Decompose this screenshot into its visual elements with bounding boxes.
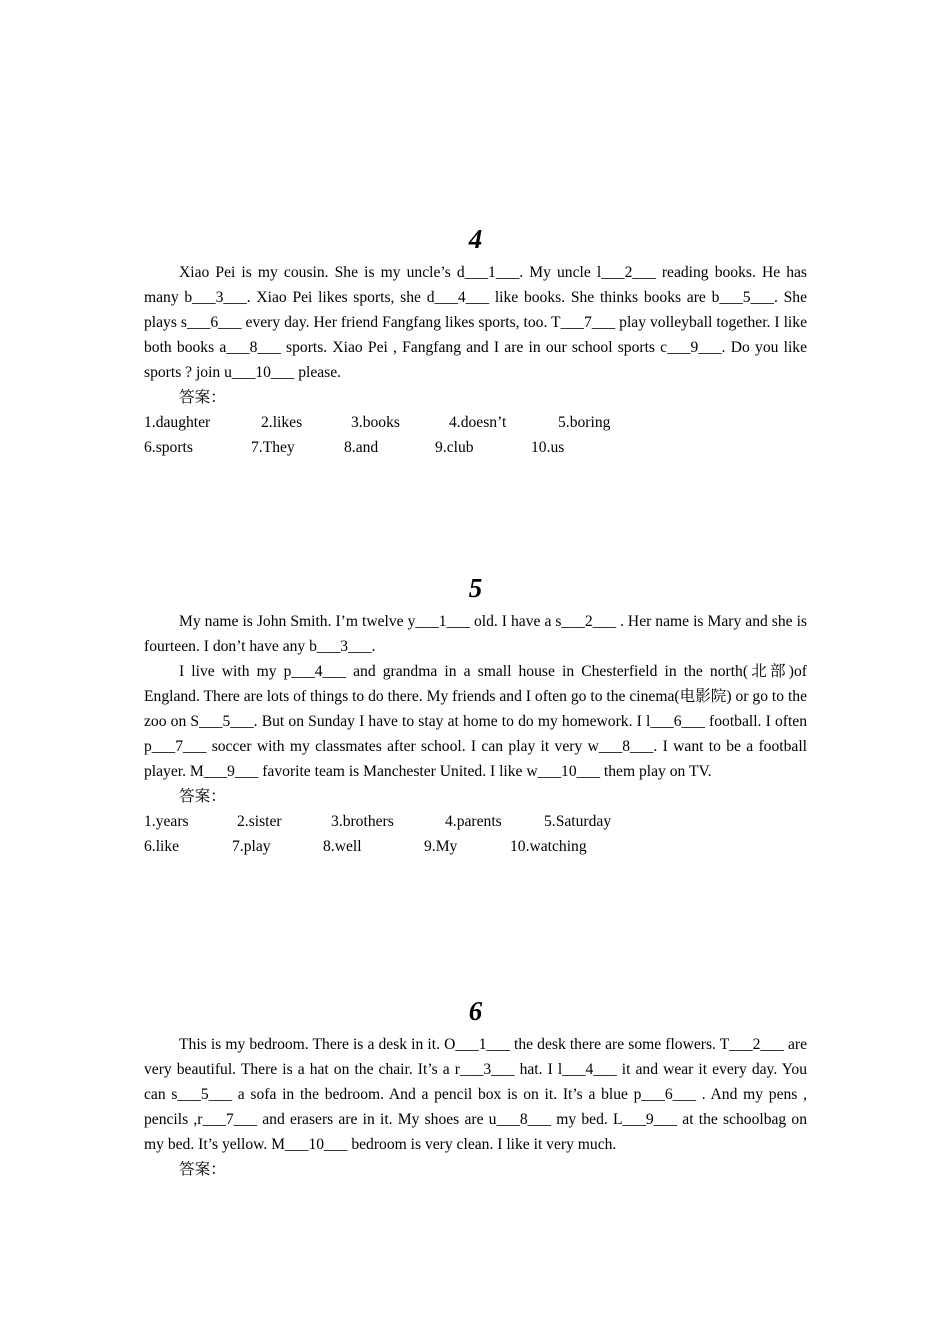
section-number: 6 [468,996,483,1026]
section-number: 5 [468,573,483,603]
passage-section-5 [144,571,807,859]
passage-paragraph: I live with my p___4___ and grandma in a small house in Chesterfield in the north(北部)of England. There are lots of things to do there. My friends and I often go to the cinema(电影院) or go to the zoo on S___5___. But on Sunday I have to stay at home to do my homework. I l___6___ football. I often p___7___ soccer with my classmates after school. I can play it very w___8___. I want to be a football player. M___9___ favorite team is Manchester United. I like w___10___ them play on TV. [144,663,807,780]
answer-item: 10.watching [510,838,587,855]
answer-label: 答案： [179,1161,226,1178]
answer-item: 5.Saturday [544,813,612,830]
section-number: 4 [468,224,483,254]
answer-item: 3.brothers [331,813,394,830]
answer-item: 5.boring [558,414,611,431]
answer-item: 2.sister [237,813,282,830]
answer-item: 8.and [344,439,379,456]
answer-item: 10.us [531,439,565,456]
answer-item: 9.My [424,838,458,855]
answer-label: 答案： [179,788,226,805]
passage-paragraph: Xiao Pei is my cousin. She is my uncle’s d___1___. My uncle l___2___ reading books. He has many b___3___. Xiao Pei likes sports, she d___4___ like books. She thinks books are b___5___. She plays s___6___ every day. Her friend Fangfang likes sports, too. T___7___ play volleyball together. I like both books a___8___ sports. Xiao Pei , Fangfang and I are in our school sports c___9___. Do you like sports ? join u___10___ please. [144,264,807,381]
passage-section-6 [144,994,807,1182]
answer-item: 9.club [435,439,474,456]
answer-item: 4.doesn’t [449,414,507,431]
answer-item: 8.well [323,838,362,855]
answer-item: 4.parents [445,813,502,830]
answer-row [144,435,807,460]
answer-label: 答案： [179,389,226,406]
answer-item: 2.likes [261,414,303,431]
answer-item: 1.years [144,813,189,830]
answer-item: 7.They [251,439,295,456]
answer-item: 3.books [351,414,400,431]
answer-row [144,410,807,435]
answer-row [144,834,807,859]
answer-item: 7.play [232,838,271,855]
answer-item: 1.daughter [144,414,211,431]
passage-section-4 [144,222,807,460]
passage-paragraph: This is my bedroom. There is a desk in it. O___1___ the desk there are some flowers. T___2___ are very beautiful. There is a hat on the chair. It’s a r___3___ hat. I l___4___ it and wear it every day. You can s___5___ a sofa in the bedroom. And a pencil box is on it. It’s a blue p___6___ . And my pens , pencils ,r___7___ and erasers are in it. My shoes are u___8___ my bed. L___9___ at the schoolbag on my bed. It’s yellow. M___10___ bedroom is very clean. I like it very much. [144,1036,807,1153]
passage-paragraph: My name is John Smith. I’m twelve y___1___ old. I have a s___2___ . Her name is Mary and she is fourteen. I don’t have any b___3___. [144,613,807,655]
answer-item: 6.sports [144,439,193,456]
answer-item: 6.like [144,838,180,855]
answer-row [144,809,807,834]
